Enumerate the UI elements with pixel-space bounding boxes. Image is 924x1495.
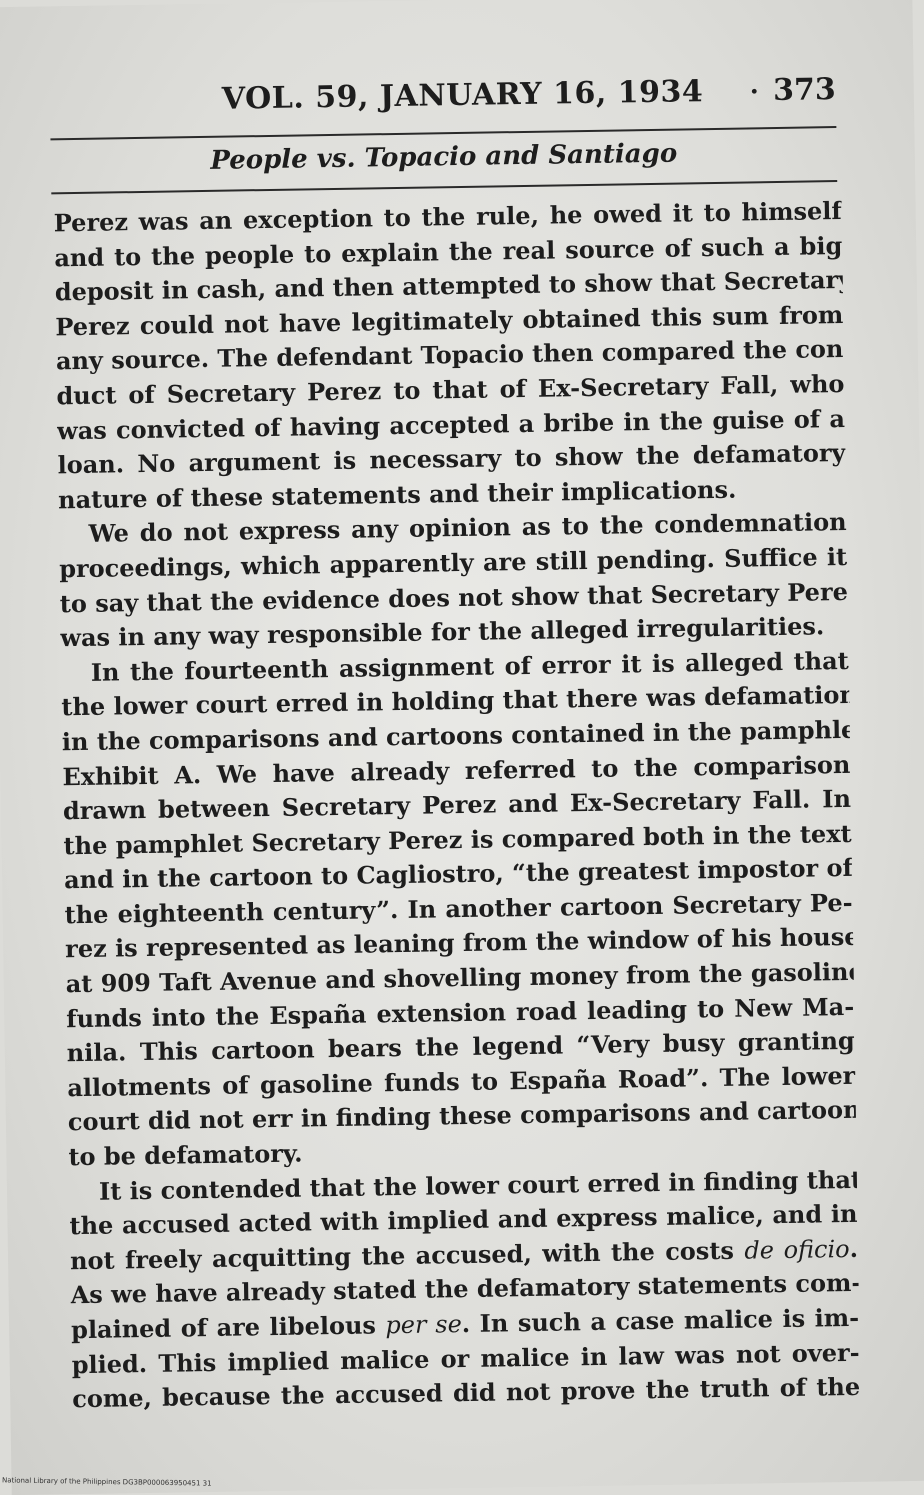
text-line: allotments of gasoline funds to España Road”. The lower: [67, 1059, 855, 1106]
text-line: As we have already stated the defamatory statements com-: [70, 1266, 858, 1313]
text-line: come, because the accused did not prove the truth of the: [72, 1370, 860, 1417]
text-line: not freely acquitting the accused, with the costs de oficio.: [70, 1232, 858, 1279]
text-line: the lower court erred in holding that there was defamation: [61, 678, 849, 725]
text-line: funds into the España extension road leading to New Ma-: [66, 990, 854, 1037]
text-line: and to the people to explain the real source of such a big: [54, 229, 842, 276]
text-line: duct of Secretary Perez to that of Ex-Secretary Fall, who: [56, 367, 844, 414]
text-line: to say that the evidence does not show that Secretary Perez: [59, 574, 847, 621]
text-line: Exhibit A. We have already referred to the comparison: [62, 747, 850, 794]
text-line: Perez could not have legitimately obtained this sum from: [55, 298, 843, 345]
text-line: rez is represented as leaning from the window of his house: [65, 920, 853, 967]
body-text: [54, 194, 861, 1417]
text-line: in the comparisons and cartoons contained in the pamphlet,: [62, 713, 850, 760]
footer-credit: National Library of the Philippines DG3BP000063950451 31: [2, 1476, 212, 1487]
text-line: It is contended that the lower court erred in finding that: [69, 1162, 857, 1209]
text-line: was convicted of having accepted a bribe in the guise of a: [57, 402, 845, 449]
text-line: We do not express any opinion as to the condemnation: [58, 505, 846, 552]
text-line: nila. This cartoon bears the legend “Very busy granting: [67, 1024, 855, 1071]
text-line: drawn between Secretary Perez and Ex-Secretary Fall. In: [63, 782, 851, 829]
header-dot: ·: [750, 77, 760, 107]
text-line: plained of are libelous per se. In such a case malice is im-: [71, 1301, 859, 1348]
text-line: loan. No argument is necessary to show the defamatory: [57, 436, 845, 483]
text-line: at 909 Taft Avenue and shovelling money from the gasoline: [65, 955, 853, 1002]
text-line: proceedings, which apparently are still pending. Suffice it: [59, 540, 847, 587]
text-line: the pamphlet Secretary Perez is compared both in the text: [63, 817, 851, 864]
text-line: deposit in cash, and then attempted to show that Secretary: [55, 263, 843, 310]
text-line: the eighteenth century”. In another cartoon Secretary Pe-: [64, 886, 852, 933]
page-number: 373: [773, 72, 836, 108]
text-line: the accused acted with implied and express malice, and in: [69, 1197, 857, 1244]
text-line: was in any way responsible for the alleged irregularities.: [60, 609, 848, 656]
text-line: Perez was an exception to the rule, he owed it to himself: [54, 194, 842, 241]
text-line: plied. This implied malice or malice in law was not over-: [71, 1335, 859, 1382]
text-line: court did not err in finding these comparisons and cartoons: [68, 1093, 856, 1140]
text-line: any source. The defendant Topacio then compared the con-: [56, 332, 844, 379]
text-line: In the fourteenth assignment of error it is alleged that: [61, 644, 849, 691]
text-line: to be defamatory.: [68, 1128, 856, 1175]
case-title: People vs. Topacio and Santiago: [51, 136, 837, 178]
header-rule-bottom: [51, 180, 837, 194]
running-header: [50, 72, 837, 134]
text-line: nature of these statements and their implications.: [58, 471, 846, 518]
text-line: and in the cartoon to Cagliostro, “the greatest impostor of: [64, 851, 852, 898]
running-title: VOL. 59, JANUARY 16, 1934: [222, 74, 704, 117]
